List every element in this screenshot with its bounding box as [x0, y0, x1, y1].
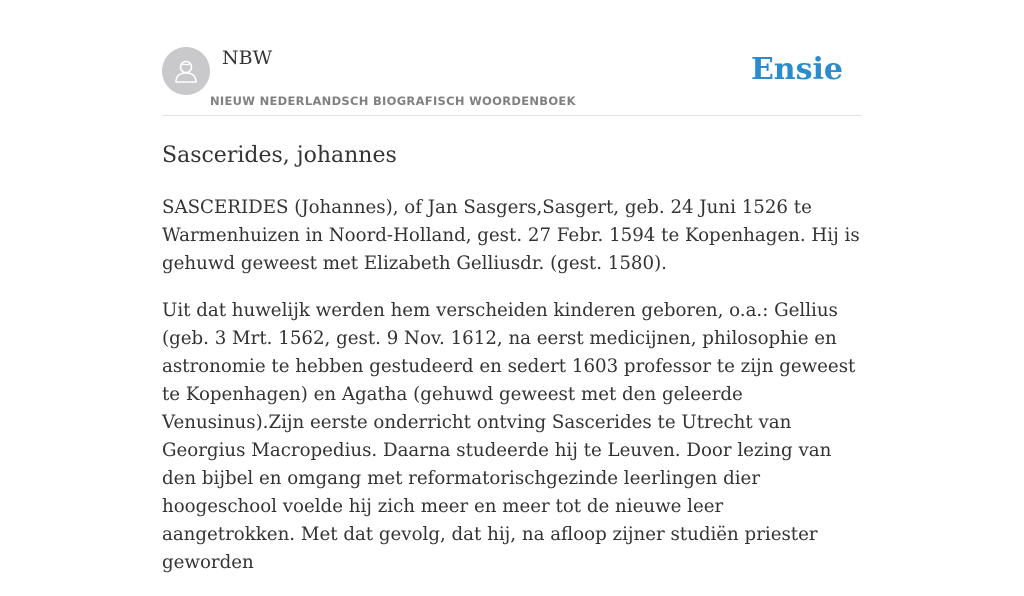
ensie-logo-link[interactable]: Ensie: [750, 52, 843, 87]
content-container: [162, 0, 862, 596]
avatar[interactable]: [162, 47, 210, 95]
source-name[interactable]: NBW: [222, 47, 273, 69]
source-header: [162, 0, 862, 116]
article-paragraph: SASCERIDES (Johannes), of Jan Sasgers,Sasgert, geb. 24 Juni 1526 te Warmenhuizen in Noord-Holland, gest. 27 Febr. 1594 te Kopenhagen. Hij is gehuwd geweest met Elizabeth Gelliusdr. (gest. 1580).: [162, 197, 860, 274]
article-title: Sascerides, johannes: [162, 143, 397, 168]
article-body: [162, 194, 862, 577]
article-paragraph: Uit dat huwelijk werden hem verscheiden kinderen geboren, o.a.: Gellius (geb. 3 Mrt. 1562, gest. 9 Nov. 1612, na eerst medicijnen, philosophie en astronomie te hebben gestudeerd en sedert 1603 professor te zijn geweest te Kopenhagen) en Agatha (gehuwd geweest met den geleerde Venusinus).Zijn eerste onderricht ontving Sascerides te Utrecht van Georgius Macropedius. Daarna studeerde hij te Leuven. Door lezing van den bijbel en omgang met reformatorischgezinde leerlingen dier hoogeschool voelde hij zich meer en meer tot de nieuwe leer aangetrokken. Met dat gevolg, dat hij, na afloop zijner studiën priester geworden: [162, 300, 856, 573]
source-subtitle: NIEUW NEDERLANDSCH BIOGRAFISCH WOORDENBOEK: [210, 94, 576, 108]
user-icon: [171, 56, 201, 86]
